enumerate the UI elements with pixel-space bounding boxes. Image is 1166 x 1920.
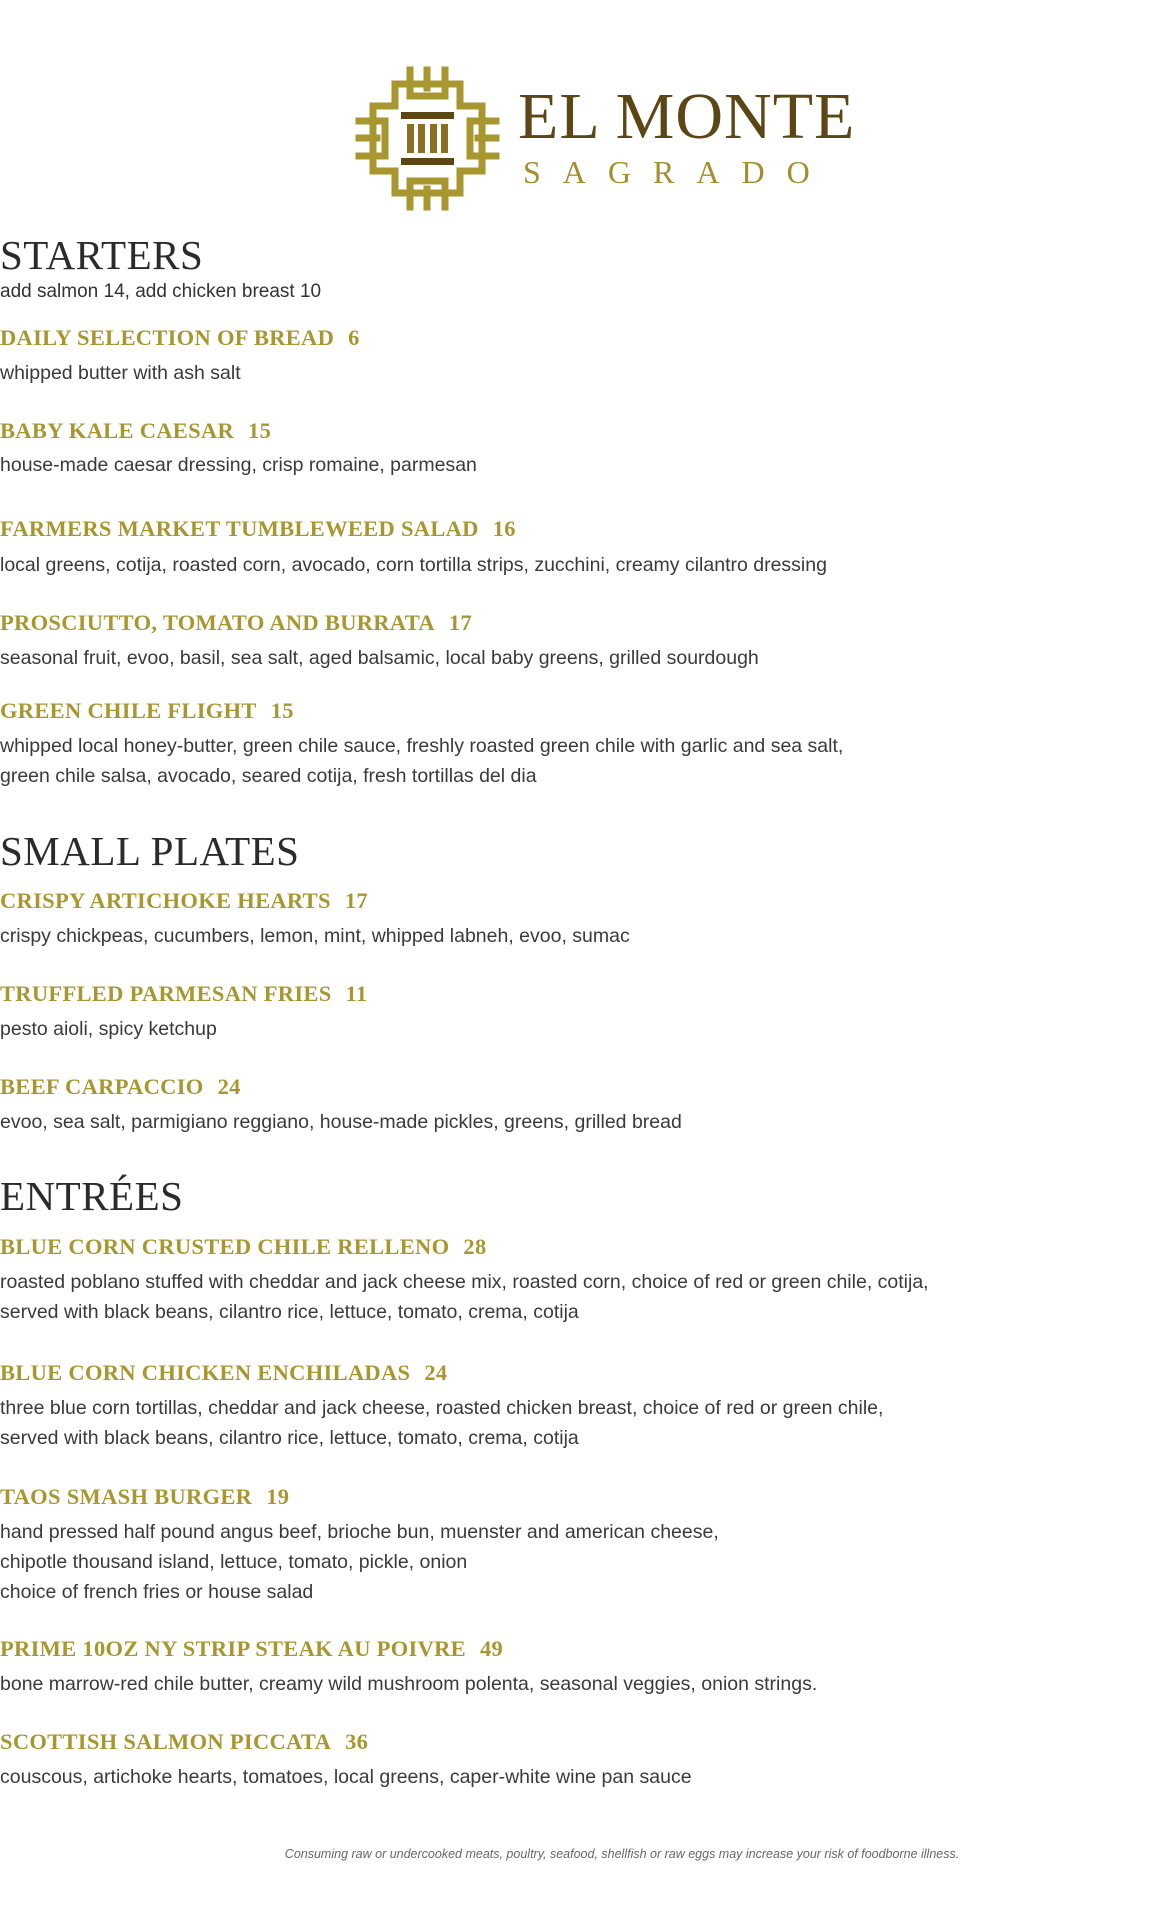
menu-item-name: FARMERS MARKET TUMBLEWEED SALAD 16 <box>0 516 516 541</box>
menu-item-name: BLUE CORN CHICKEN ENCHILADAS 24 <box>0 1360 448 1385</box>
brand-logo <box>355 66 856 211</box>
menu-item-price: 24 <box>424 1360 448 1385</box>
menu-item-name: PRIME 10OZ NY STRIP STEAK AU POIVRE 49 <box>0 1636 504 1661</box>
menu-item-price: 17 <box>344 888 368 913</box>
section-title-starters: STARTERS <box>0 232 204 278</box>
logo-emblem-icon <box>355 66 500 211</box>
menu-item-price: 6 <box>348 325 360 350</box>
menu-item-price: 15 <box>270 698 294 723</box>
menu-item-name: GREEN CHILE FLIGHT 15 <box>0 698 294 723</box>
section-title-entrees: ENTRÉES <box>0 1173 184 1219</box>
menu-item-price: 19 <box>266 1484 290 1509</box>
menu-item-price: 15 <box>248 418 272 443</box>
menu-item-price: 17 <box>448 610 473 635</box>
menu-item-name: CRISPY ARTICHOKE HEARTS 17 <box>0 888 368 913</box>
food-safety-disclaimer: Consuming raw or undercooked meats, poultry, seafood, shellfish or raw eggs may increase your risk of foodborne illness. <box>284 1847 960 1861</box>
menu-item-description: couscous, artichoke hearts, tomatoes, local greens, caper-white wine pan sauce <box>0 1766 692 1788</box>
menu-item-description: local greens, cotija, roasted corn, avocado, corn tortilla strips, zucchini, creamy cilantro dressing <box>0 554 827 576</box>
menu-item-price: 16 <box>492 516 516 541</box>
menu-item-description: pesto aioli, spicy ketchup <box>0 1018 217 1040</box>
menu-item-name: BABY KALE CAESAR 15 <box>0 418 272 443</box>
menu-item-price: 36 <box>345 1729 369 1754</box>
menu-item-name: BLUE CORN CRUSTED CHILE RELLENO 28 <box>0 1234 487 1259</box>
menu-item-name: DAILY SELECTION OF BREAD 6 <box>0 325 360 350</box>
menu-item-description: whipped local honey-butter, green chile sauce, freshly roasted green chile with garlic and sea salt, green chile salsa, avocado, seared cotija, fresh tortillas del dia <box>0 735 844 787</box>
menu-item-description: seasonal fruit, evoo, basil, sea salt, aged balsamic, local baby greens, grilled sourdough <box>0 647 759 669</box>
menu-item-description: roasted poblano stuffed with cheddar and jack cheese mix, roasted corn, choice of red or green chile, cotija, served with black beans, cilantro rice, lettuce, tomato, crema, cotija <box>0 1271 929 1323</box>
brand-name-line2: SAGRADO <box>523 154 832 190</box>
menu-item-description: whipped butter with ash salt <box>0 362 241 384</box>
section-note-starters: add salmon 14, add chicken breast 10 <box>0 281 322 302</box>
menu-item-price: 28 <box>463 1234 487 1259</box>
brand-name-line1: EL MONTE <box>518 80 856 153</box>
menu-item-description: bone marrow-red chile butter, creamy wild mushroom polenta, seasonal veggies, onion strings. <box>0 1673 818 1695</box>
menu-item-description: hand pressed half pound angus beef, brioche bun, muenster and american cheese, chipotle thousand island, lettuce, tomato, pickle, onion choice of french fries or house salad <box>0 1521 719 1603</box>
menu-item-name: BEEF CARPACCIO 24 <box>0 1074 241 1099</box>
menu-item-price: 11 <box>345 981 368 1006</box>
menu-item-name: TAOS SMASH BURGER 19 <box>0 1484 290 1509</box>
menu-item-price: 24 <box>217 1074 241 1099</box>
menu-item-name: PROSCIUTTO, TOMATO AND BURRATA 17 <box>0 610 473 635</box>
menu-item-description: three blue corn tortillas, cheddar and jack cheese, roasted chicken breast, choice of red or green chile, served with black beans, cilantro rice, lettuce, tomato, crema, cotija <box>0 1397 884 1449</box>
menu-item-description: evoo, sea salt, parmigiano reggiano, house-made pickles, greens, grilled bread <box>0 1111 682 1133</box>
menu-item-description: house-made caesar dressing, crisp romaine, parmesan <box>0 454 477 476</box>
menu-item-name: SCOTTISH SALMON PICCATA 36 <box>0 1729 369 1754</box>
section-title-small-plates: SMALL PLATES <box>0 828 300 874</box>
menu-item-name: TRUFFLED PARMESAN FRIES 11 <box>0 981 368 1006</box>
menu-item-description: crispy chickpeas, cucumbers, lemon, mint, whipped labneh, evoo, sumac <box>0 925 630 947</box>
menu-item-price: 49 <box>479 1636 504 1661</box>
